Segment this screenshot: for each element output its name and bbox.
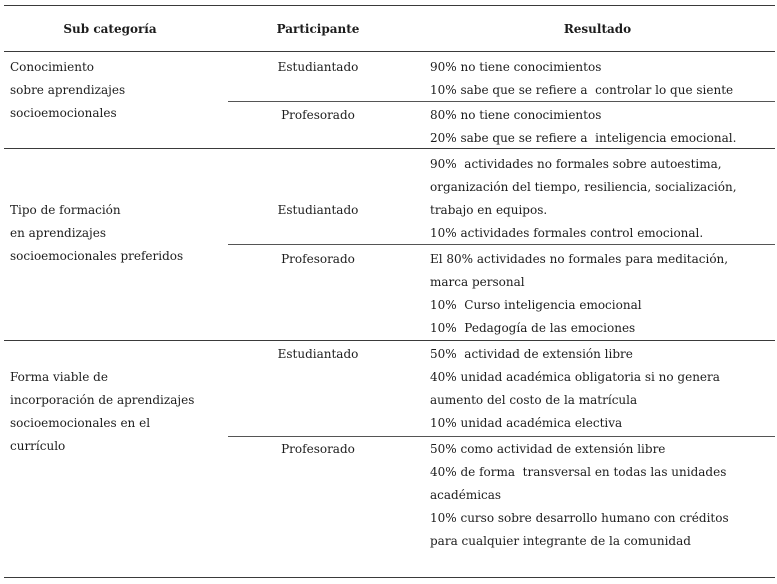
header-bottom-rule: [4, 51, 775, 52]
subcategory-cell: [10, 366, 194, 458]
subcategory-line: incorporación de aprendizajes: [10, 393, 195, 407]
result-line: organización del tiempo, resiliencia, socialización,: [430, 180, 737, 194]
result-cell: [430, 248, 728, 340]
table-bottom-rule: [4, 577, 775, 578]
result-line: 80% no tiene conocimientos: [430, 108, 602, 122]
result-line: 40% de forma transversal en todas las unidades: [430, 465, 727, 479]
participant-cell: Profesorado: [281, 252, 355, 266]
result-line: 90% no tiene conocimientos: [430, 60, 602, 74]
result-line: 20% sabe que se refiere a inteligencia emocional.: [430, 131, 737, 145]
subrow-divider: [228, 436, 775, 437]
result-cell: [430, 56, 733, 102]
result-line: para cualquier integrante de la comunidad: [430, 534, 691, 548]
result-line: 50% actividad de extensión libre: [430, 347, 633, 361]
result-line: El 80% actividades no formales para meditación,: [430, 252, 729, 266]
result-line: trabajo en equipos.: [430, 203, 548, 217]
participant-cell: Profesorado: [281, 442, 355, 456]
header-result: Resultado: [563, 22, 632, 36]
participant-cell: Profesorado: [281, 108, 355, 122]
participant-cell: Estudiantado: [277, 60, 359, 74]
subcategory-line: Tipo de formación: [10, 203, 121, 217]
header-participant: Participante: [276, 22, 360, 36]
subcategory-line: currículo: [10, 439, 66, 453]
result-cell: [430, 343, 720, 435]
result-line: marca personal: [430, 275, 525, 289]
subcategory-line: socioemocionales en el: [10, 416, 151, 430]
subcategory-cell: [10, 199, 183, 268]
result-cell: [430, 104, 736, 150]
participant-cell: Estudiantado: [277, 203, 359, 217]
subcategory-line: sobre aprendizajes: [10, 83, 126, 97]
row-divider: [4, 340, 775, 341]
result-line: 10% Curso inteligencia emocional: [430, 298, 642, 312]
subcategory-line: en aprendizajes: [10, 226, 107, 240]
result-line: académicas: [430, 488, 502, 502]
subcategory-cell: [10, 56, 125, 125]
result-line: 50% como actividad de extensión libre: [430, 442, 666, 456]
subcategory-line: Conocimiento: [10, 60, 95, 74]
result-line: 40% unidad académica obligatoria si no genera: [430, 370, 720, 384]
result-cell: [430, 153, 737, 245]
subcategory-line: Forma viable de: [10, 370, 108, 384]
table-top-rule: [4, 5, 775, 6]
result-line: 90% actividades no formales sobre autoestima,: [430, 157, 722, 171]
subcategory-line: socioemocionales preferidos: [10, 249, 184, 263]
participant-cell: Estudiantado: [277, 347, 359, 361]
subcategory-line: socioemocionales: [10, 106, 117, 120]
result-line: 10% sabe que se refiere a controlar lo que siente: [430, 83, 734, 97]
result-line: 10% Pedagogía de las emociones: [430, 321, 636, 335]
result-line: 10% actividades formales control emocional.: [430, 226, 704, 240]
result-cell: [430, 438, 729, 553]
result-line: 10% curso sobre desarrollo humano con créditos: [430, 511, 729, 525]
result-line: aumento del costo de la matrícula: [430, 393, 638, 407]
result-line: 10% unidad académica electiva: [430, 416, 623, 430]
header-subcategory: Sub categoría: [63, 22, 157, 36]
